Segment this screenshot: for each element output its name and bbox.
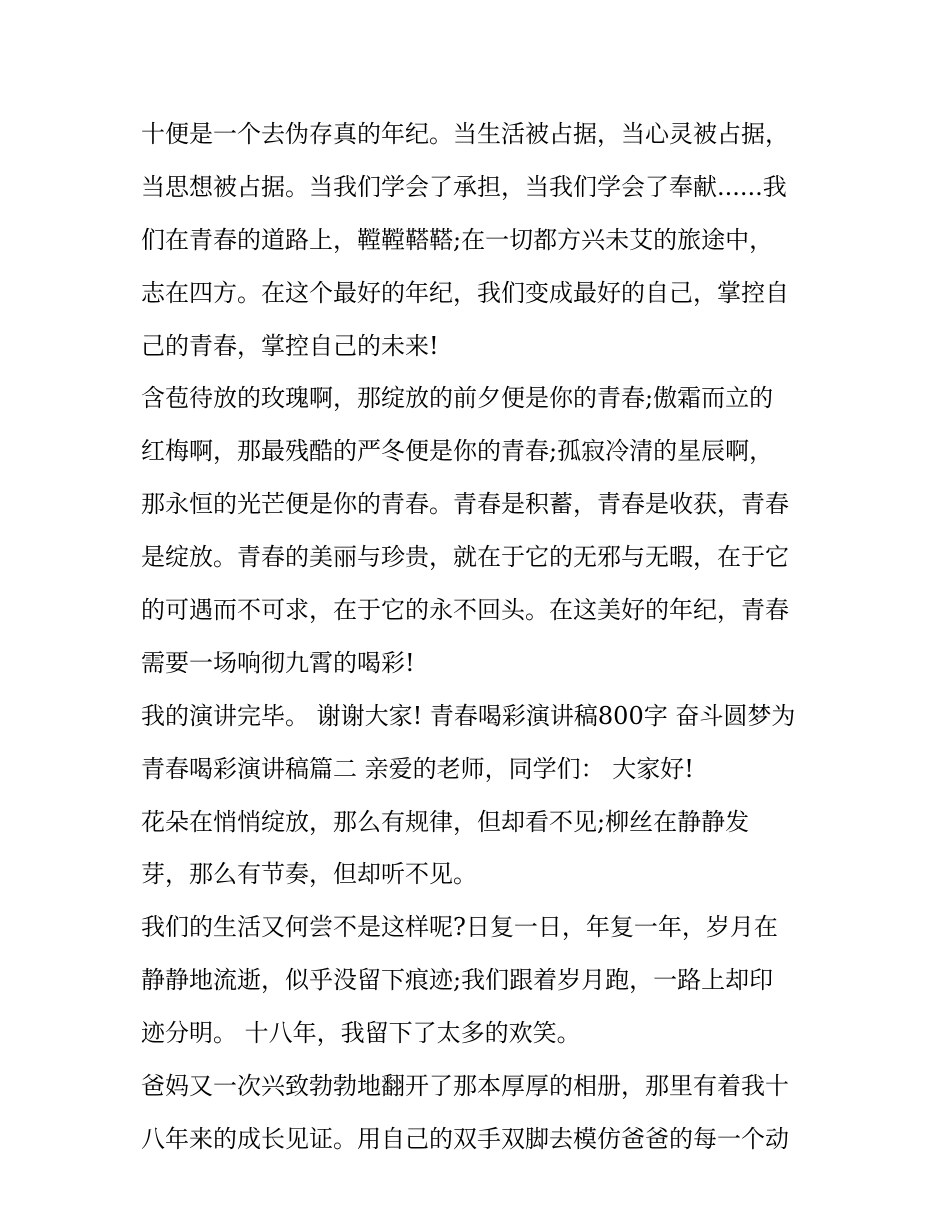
text-line: 是绽放。青春的美丽与珍贵，就在于它的无邪与无暇，在于它 xyxy=(141,543,789,572)
text-line: 迹分明。 十八年，我留下了太多的欢笑。 xyxy=(141,1019,581,1048)
text-line: 静静地流逝，似乎没留下痕迹;我们跟着岁月跑，一路上却印 xyxy=(141,966,774,995)
text-line: 芽，那么有节奏，但却听不见。 xyxy=(141,860,477,889)
text-line: 含苞待放的玫瑰啊，那绽放的前夕便是你的青春;傲霜而立的 xyxy=(141,384,774,413)
text-line: 青春喝彩演讲稿篇二 亲爱的老师，同学们： 大家好! xyxy=(141,754,694,783)
text-line: 我的演讲完毕。 谢谢大家! 青春喝彩演讲稿800字 奋斗圆梦为 xyxy=(141,701,796,730)
text-line: 那永恒的光芒便是你的青春。青春是积蓄，青春是收获，青春 xyxy=(141,490,789,519)
text-line: 花朵在悄悄绽放，那么有规律，但却看不见;柳丝在静静发 xyxy=(141,807,750,836)
text-line: 红梅啊，那最残酷的严冬便是你的青春;孤寂冷清的星辰啊， xyxy=(141,437,774,466)
text-line: 十便是一个去伪存真的年纪。当生活被占据，当心灵被占据， xyxy=(141,120,789,148)
text-line: 我们的生活又何尝不是这样呢?日复一日，年复一年，岁月在 xyxy=(141,913,778,942)
text-line: 们在青春的道路上，鞺鞺鞳鞳;在一切都方兴未艾的旅途中， xyxy=(141,225,774,254)
text-line: 八年来的成长见证。用自己的双手双脚去模仿爸爸的每一个动 xyxy=(141,1124,789,1153)
text-line: 志在四方。在这个最好的年纪，我们变成最好的自己，掌控自 xyxy=(141,278,789,307)
text-line: 当思想被占据。当我们学会了承担，当我们学会了奉献......我 xyxy=(141,172,787,201)
body-text xyxy=(141,108,821,1166)
text-line: 的可遇而不可求，在于它的永不回头。在这美好的年纪，青春 xyxy=(141,596,789,625)
text-line: 爸妈又一次兴致勃勃地翻开了那本厚厚的相册，那里有着我十 xyxy=(141,1072,789,1101)
text-line: 需要一场响彻九霄的喝彩! xyxy=(141,648,415,677)
text-line: 己的青春，掌控自己的未来! xyxy=(141,331,439,360)
